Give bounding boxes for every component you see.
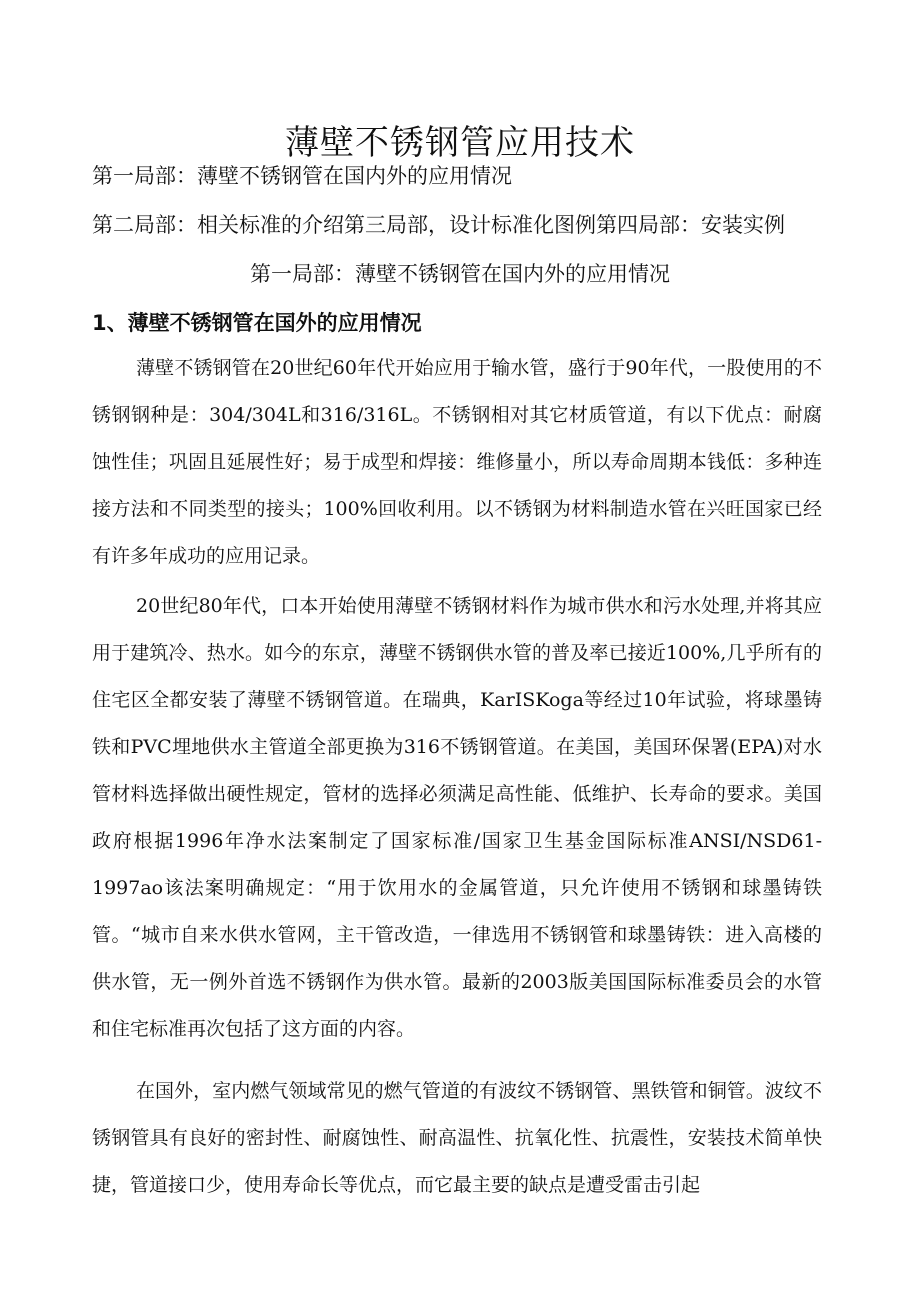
toc-part2-3-4: 第二局部：相关标准的介绍第三局部，设计标准化图例第四局部：安装实例 xyxy=(92,213,785,237)
paragraph: 在国外，室内燃气领域常见的燃气管道的有波纹不锈钢管、黑铁管和铜管。波纹不锈钢管具有良好的密封性、耐腐蚀性、耐高温性、抗氧化性、抗震性，安装技术简单快捷，管道接口少，使用寿命长等优点，而它最主要的缺点是遭受雷击引起 xyxy=(92,1080,822,1196)
paragraph: 薄壁不锈钢管在20世纪60年代开始应用于输水管，盛行于90年代，一股使用的不锈钢钢种是：304/304L和316/316L。不锈钢相对其它材质管道，有以下优点：耐腐蚀性佳；巩固且延展性好；易于成型和焊接：维修量小，所以寿命周期本钱低：多种连接方法和不同类型的接头；100%回收利用。以不锈钢为材料制造水管在兴旺国家已经有许多年成功的应用记录。 xyxy=(92,357,822,567)
subsection-heading: 1、薄壁不锈钢管在国外的应用情况 xyxy=(92,311,422,335)
toc-part1: 第一局部：薄壁不锈钢管在国内外的应用情况 xyxy=(92,164,512,188)
document-title: 薄壁不锈钢管应用技术 xyxy=(285,122,635,163)
paragraph: 20世纪80年代，口本开始使用薄壁不锈钢材料作为城市供水和污水处理,并将其应用于建筑冷、热水。如今的东京，薄壁不锈钢供水管的普及率已接近100%,几乎所有的住宅区全都安装了薄壁不锈钢管道。在瑞典，KarISKoga等经过10年试验，将球墨铸铁和PVC埋地供水主管道全部更换为316不锈钢管道。在美国，美国环保署(EPA)对水管材料选择做出硬性规定，管材的选择必须满足高性能、低维护、长寿命的要求。美国政府根据1996年净水法案制定了国家标准/国家卫生基金国际标准ANSI/NSD61-1997ao该法案明确规定：“用于饮用水的金属管道，只允许使用不锈钢和球墨铸铁管。“城市自来水供水管网，主干管改造，一律选用不锈钢管和球墨铸铁：进入高楼的供水管，无一例外首选不锈钢作为供水管。最新的2003版美国国际标准委员会的水管和住宅标准再次包括了这方面的内容。 xyxy=(92,595,822,1040)
section-heading: 第一局部：薄壁不锈钢管在国内外的应用情况 xyxy=(250,262,670,286)
